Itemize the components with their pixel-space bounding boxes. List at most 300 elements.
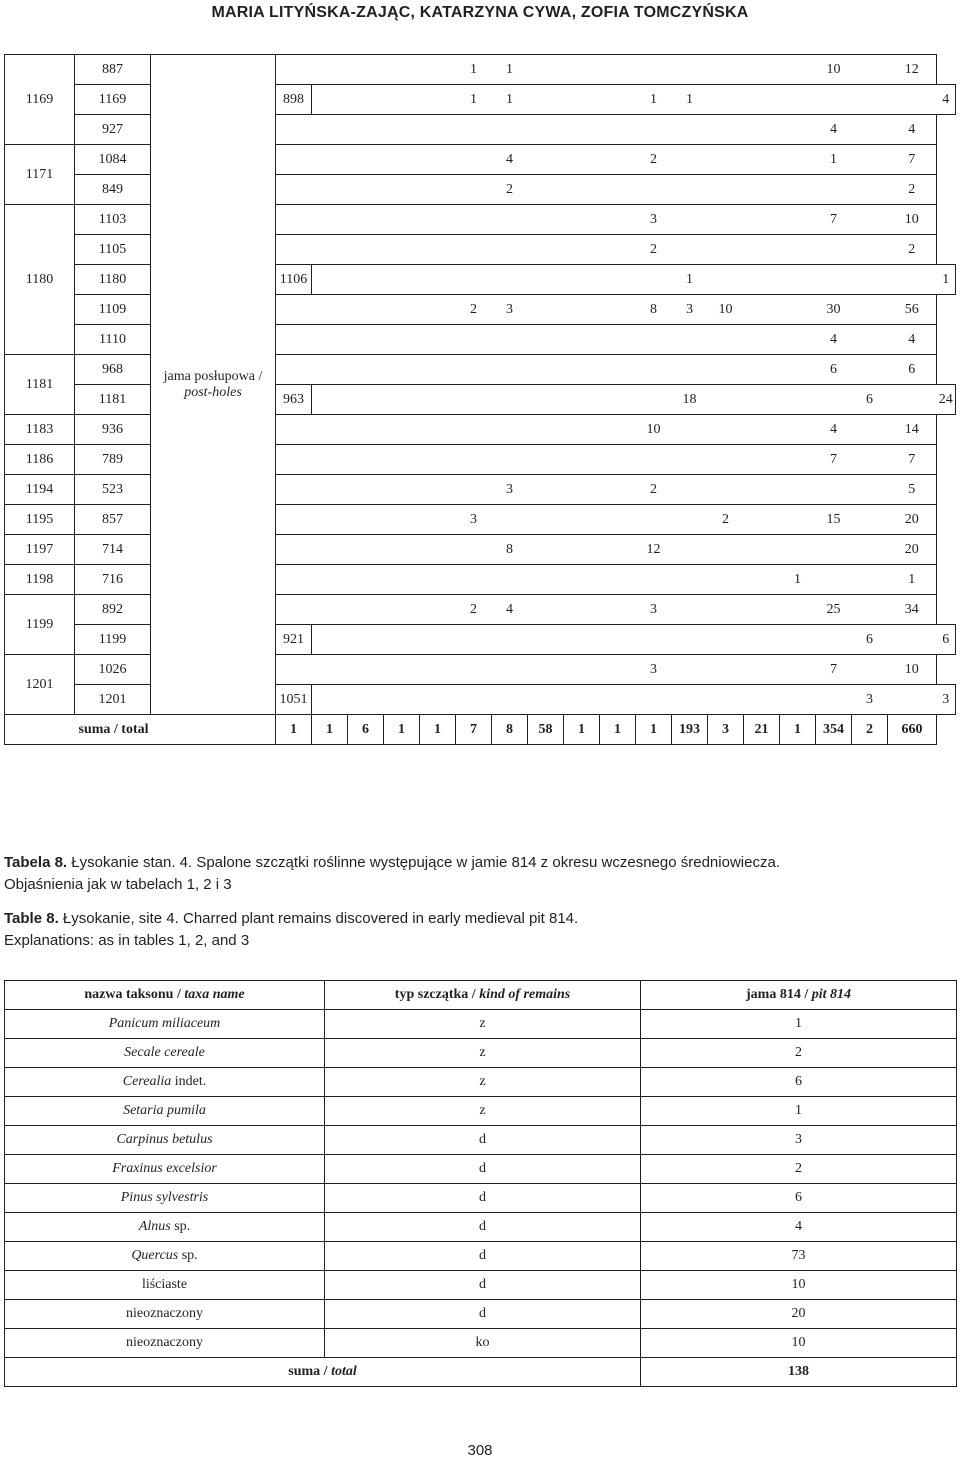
table-8-caption-en	[4, 908, 956, 952]
count-cell: 3	[492, 295, 528, 325]
count-cell	[852, 655, 888, 685]
count-cell	[852, 205, 888, 235]
count-cell	[852, 475, 888, 505]
count-cell	[852, 145, 888, 175]
count-cell	[564, 415, 600, 445]
count-cell	[600, 145, 636, 175]
count-cell: 2	[636, 145, 672, 175]
count-cell	[852, 235, 888, 265]
table-row	[5, 505, 956, 535]
count-cell	[492, 325, 528, 355]
count-cell	[492, 505, 528, 535]
count-cell	[456, 385, 492, 415]
count-cell	[744, 685, 780, 715]
table-8-caption-pl	[4, 852, 956, 896]
count-cell	[456, 415, 492, 445]
table-row	[5, 355, 956, 385]
count-cell: 3	[636, 595, 672, 625]
count-cell	[672, 355, 708, 385]
count-cell	[672, 445, 708, 475]
count-cell	[636, 565, 672, 595]
count-cell: 1	[816, 145, 852, 175]
count-cell	[456, 355, 492, 385]
count-cell	[600, 355, 636, 385]
count-cell	[420, 385, 456, 415]
count-cell	[528, 175, 564, 205]
count-cell	[276, 655, 312, 685]
taxon-name: nieoznaczony	[5, 1329, 325, 1358]
count-cell	[672, 535, 708, 565]
count-cell	[384, 355, 420, 385]
count-cell	[384, 415, 420, 445]
count-cell	[744, 535, 780, 565]
remains-type: z	[325, 1010, 641, 1039]
count-cell	[348, 55, 384, 85]
count-cell	[636, 55, 672, 85]
count-cell	[708, 535, 744, 565]
count-cell	[708, 385, 744, 415]
count-cell: 1	[636, 85, 672, 115]
running-header: MARIA LITYŃSKA-ZAJĄC, KATARZYNA CYWA, ZOFIA TOMCZYŃSKA	[211, 4, 749, 21]
pit-number: 968	[75, 355, 151, 385]
count-cell	[384, 85, 420, 115]
count-cell	[636, 445, 672, 475]
count-cell	[492, 415, 528, 445]
count-cell	[312, 385, 348, 415]
pit-number: 849	[75, 175, 151, 205]
taxon-name: liściaste	[5, 1271, 325, 1300]
count-cell	[744, 85, 780, 115]
count-cell	[672, 595, 708, 625]
count-cell: 4	[492, 145, 528, 175]
count-cell	[312, 145, 348, 175]
table-row	[5, 1155, 957, 1184]
table-row	[5, 85, 956, 115]
count-cell	[564, 295, 600, 325]
count-cell	[312, 505, 348, 535]
count-cell	[852, 595, 888, 625]
table-row	[5, 235, 956, 265]
count-cell	[744, 235, 780, 265]
count-cell	[780, 685, 816, 715]
count-cell	[600, 265, 636, 295]
count-cell	[672, 475, 708, 505]
count-cell	[780, 475, 816, 505]
count-cell	[420, 445, 456, 475]
count-cell: 10	[888, 205, 937, 235]
count-cell	[312, 535, 348, 565]
count-cell	[780, 175, 816, 205]
count-cell: 14	[888, 415, 937, 445]
count-cell	[852, 325, 888, 355]
count-cell: 2	[456, 295, 492, 325]
count-cell	[312, 685, 348, 715]
total-cell: 1	[564, 715, 600, 745]
pit-number: 714	[75, 535, 151, 565]
pit-number: 1051	[276, 685, 312, 715]
count-cell	[276, 175, 312, 205]
count-cell	[420, 655, 456, 685]
count-cell	[708, 115, 744, 145]
pit-number: 921	[276, 625, 312, 655]
pit-number: 857	[75, 505, 151, 535]
count-cell	[708, 145, 744, 175]
count-cell	[600, 175, 636, 205]
count-cell	[780, 55, 816, 85]
count-cell	[600, 595, 636, 625]
count-cell	[348, 505, 384, 535]
count-cell	[888, 85, 937, 115]
table-row	[5, 295, 956, 325]
count-cell: 3	[492, 475, 528, 505]
feature-number: 1183	[5, 415, 75, 445]
count-cell	[600, 475, 636, 505]
count-cell	[528, 385, 564, 415]
count-cell	[816, 625, 852, 655]
pit-number: 1105	[75, 235, 151, 265]
count-cell	[384, 325, 420, 355]
count-cell	[384, 595, 420, 625]
count-cell	[456, 235, 492, 265]
count-cell: 8	[492, 535, 528, 565]
count-cell	[744, 265, 780, 295]
count-cell	[312, 565, 348, 595]
taxon-name: Panicum miliaceum	[5, 1010, 325, 1039]
feature-number: 1201	[5, 655, 75, 715]
count-cell	[708, 445, 744, 475]
count-cell	[528, 625, 564, 655]
total-cell: 193	[672, 715, 708, 745]
count-cell	[276, 445, 312, 475]
count-cell	[528, 685, 564, 715]
count-cell	[384, 115, 420, 145]
count-cell	[348, 85, 384, 115]
total-cell: 3	[708, 715, 744, 745]
count-cell	[780, 325, 816, 355]
count-cell	[384, 55, 420, 85]
pit-number: 789	[75, 445, 151, 475]
total-row	[5, 715, 956, 745]
count-cell	[384, 385, 420, 415]
pit-number: 887	[75, 55, 151, 85]
count-cell	[276, 415, 312, 445]
count-cell: 2	[888, 175, 937, 205]
remains-count: 1	[641, 1097, 957, 1126]
count-cell	[780, 625, 816, 655]
count-cell: 3	[937, 685, 956, 715]
count-cell	[420, 295, 456, 325]
count-cell	[636, 685, 672, 715]
count-cell	[384, 205, 420, 235]
remains-type: z	[325, 1039, 641, 1068]
count-cell	[564, 595, 600, 625]
count-cell	[312, 325, 348, 355]
remains-type: d	[325, 1184, 641, 1213]
count-cell	[600, 415, 636, 445]
count-cell	[852, 55, 888, 85]
count-cell: 6	[816, 355, 852, 385]
count-cell	[384, 475, 420, 505]
total-cell: 21	[744, 715, 780, 745]
count-cell: 56	[888, 295, 937, 325]
count-cell: 1	[888, 565, 937, 595]
count-cell	[708, 205, 744, 235]
table-row	[5, 475, 956, 505]
count-cell	[744, 295, 780, 325]
count-cell	[852, 445, 888, 475]
table-8	[4, 980, 957, 1387]
count-cell	[384, 445, 420, 475]
table-row	[5, 565, 956, 595]
count-cell: 1	[672, 85, 708, 115]
count-cell	[672, 235, 708, 265]
count-cell	[420, 415, 456, 445]
table-7-continuation	[4, 54, 956, 745]
count-cell	[636, 265, 672, 295]
count-cell	[780, 145, 816, 175]
table-row	[5, 385, 956, 415]
count-cell: 6	[852, 625, 888, 655]
count-cell	[672, 145, 708, 175]
remains-count: 20	[641, 1300, 957, 1329]
total-label-spacer	[5, 715, 75, 745]
count-cell: 10	[816, 55, 852, 85]
count-cell	[744, 55, 780, 85]
header-taxon: nazwa taksonu / taxa name	[5, 981, 325, 1010]
count-cell	[528, 265, 564, 295]
count-cell: 20	[888, 535, 937, 565]
count-cell	[384, 535, 420, 565]
feature-number: 1180	[5, 205, 75, 355]
count-cell	[348, 685, 384, 715]
count-cell	[636, 505, 672, 535]
count-cell	[312, 235, 348, 265]
count-cell	[852, 265, 888, 295]
count-cell	[564, 565, 600, 595]
count-cell	[600, 535, 636, 565]
count-cell	[348, 445, 384, 475]
count-cell	[348, 235, 384, 265]
count-cell	[456, 535, 492, 565]
count-cell	[276, 475, 312, 505]
total-value: 138	[641, 1358, 957, 1387]
pit-number: 936	[75, 415, 151, 445]
count-cell	[420, 565, 456, 595]
count-cell	[600, 505, 636, 535]
remains-count: 1	[641, 1010, 957, 1039]
count-cell	[528, 235, 564, 265]
count-cell	[276, 595, 312, 625]
count-cell	[312, 595, 348, 625]
taxon-name: Carpinus betulus	[5, 1126, 325, 1155]
count-cell	[348, 475, 384, 505]
count-cell	[420, 685, 456, 715]
count-cell	[564, 265, 600, 295]
count-cell	[420, 535, 456, 565]
count-cell: 4	[816, 415, 852, 445]
count-cell	[384, 295, 420, 325]
count-cell	[564, 205, 600, 235]
count-cell	[564, 505, 600, 535]
count-cell	[456, 175, 492, 205]
count-cell	[276, 55, 312, 85]
count-cell	[528, 445, 564, 475]
total-label: suma / total	[75, 715, 276, 745]
count-cell	[420, 115, 456, 145]
count-cell: 12	[888, 55, 937, 85]
count-cell	[708, 415, 744, 445]
count-cell	[528, 475, 564, 505]
count-cell	[564, 115, 600, 145]
count-cell	[852, 505, 888, 535]
count-cell	[276, 355, 312, 385]
count-cell	[276, 235, 312, 265]
count-cell	[312, 55, 348, 85]
remains-count: 10	[641, 1271, 957, 1300]
count-cell	[420, 175, 456, 205]
count-cell	[348, 115, 384, 145]
count-cell: 1	[780, 565, 816, 595]
count-cell: 1	[456, 55, 492, 85]
count-cell: 7	[816, 655, 852, 685]
count-cell	[564, 385, 600, 415]
feature-number: 1198	[5, 565, 75, 595]
taxon-name: Setaria pumila	[5, 1097, 325, 1126]
count-cell	[636, 175, 672, 205]
table-row	[5, 1271, 957, 1300]
total-cell: 1	[636, 715, 672, 745]
count-cell	[492, 655, 528, 685]
table-row	[5, 265, 956, 295]
count-cell	[780, 415, 816, 445]
count-cell: 1	[492, 85, 528, 115]
feature-number: 1169	[75, 85, 151, 115]
table-8-header-row	[5, 981, 957, 1010]
count-cell	[564, 685, 600, 715]
count-cell	[348, 325, 384, 355]
count-cell: 2	[636, 235, 672, 265]
count-cell	[348, 535, 384, 565]
count-cell	[564, 475, 600, 505]
count-cell	[492, 385, 528, 415]
count-cell	[348, 145, 384, 175]
count-cell	[708, 355, 744, 385]
count-cell: 20	[888, 505, 937, 535]
count-cell	[708, 595, 744, 625]
count-cell	[852, 85, 888, 115]
count-cell: 6	[937, 625, 956, 655]
taxon-name: Alnus sp.	[5, 1213, 325, 1242]
pit-number: 523	[75, 475, 151, 505]
count-cell	[888, 625, 937, 655]
count-cell: 3	[636, 655, 672, 685]
count-cell	[528, 295, 564, 325]
count-cell	[852, 355, 888, 385]
feature-number: 1169	[5, 55, 75, 145]
count-cell	[384, 175, 420, 205]
count-cell	[708, 265, 744, 295]
pit-number: 1106	[276, 265, 312, 295]
count-cell	[672, 505, 708, 535]
count-cell	[672, 115, 708, 145]
taxon-name: Secale cereale	[5, 1039, 325, 1068]
count-cell	[456, 205, 492, 235]
count-cell	[492, 685, 528, 715]
count-cell	[564, 535, 600, 565]
remains-count: 3	[641, 1126, 957, 1155]
count-cell	[600, 565, 636, 595]
count-cell	[780, 505, 816, 535]
count-cell	[456, 685, 492, 715]
context-label-pl: jama posłupowa /	[163, 368, 263, 384]
count-cell	[384, 655, 420, 685]
pit-number: 1109	[75, 295, 151, 325]
count-cell	[600, 325, 636, 355]
count-cell	[780, 235, 816, 265]
count-cell	[492, 445, 528, 475]
count-cell	[672, 205, 708, 235]
count-cell	[600, 655, 636, 685]
count-cell	[708, 655, 744, 685]
count-cell	[816, 565, 852, 595]
count-cell	[564, 175, 600, 205]
count-cell	[564, 625, 600, 655]
count-cell	[528, 505, 564, 535]
table-row	[5, 655, 956, 685]
remains-type: d	[325, 1242, 641, 1271]
table-row	[5, 535, 956, 565]
pit-number: 898	[276, 85, 312, 115]
count-cell	[420, 505, 456, 535]
count-cell	[816, 235, 852, 265]
count-cell	[348, 175, 384, 205]
count-cell	[708, 685, 744, 715]
remains-count: 2	[641, 1039, 957, 1068]
feature-number: 1199	[75, 625, 151, 655]
count-cell	[852, 115, 888, 145]
count-cell	[672, 415, 708, 445]
count-cell	[600, 55, 636, 85]
remains-type: z	[325, 1097, 641, 1126]
feature-number: 1201	[75, 685, 151, 715]
count-cell	[384, 265, 420, 295]
feature-number: 1181	[5, 355, 75, 415]
count-cell	[456, 625, 492, 655]
remains-count: 6	[641, 1184, 957, 1213]
count-cell: 4	[816, 325, 852, 355]
count-cell	[672, 565, 708, 595]
remains-count: 4	[641, 1213, 957, 1242]
caption-en-label: Table 8.	[4, 910, 59, 927]
count-cell	[708, 475, 744, 505]
count-cell: 2	[636, 475, 672, 505]
count-cell	[492, 205, 528, 235]
count-cell	[492, 115, 528, 145]
total-cell: 1	[780, 715, 816, 745]
count-cell: 10	[708, 295, 744, 325]
count-cell	[312, 415, 348, 445]
count-cell	[312, 655, 348, 685]
count-cell: 34	[888, 595, 937, 625]
count-cell: 7	[888, 445, 937, 475]
remains-type: d	[325, 1300, 641, 1329]
count-cell	[420, 475, 456, 505]
count-cell	[384, 625, 420, 655]
count-cell	[708, 235, 744, 265]
total-cell: 660	[888, 715, 937, 745]
count-cell	[312, 85, 348, 115]
count-cell	[348, 385, 384, 415]
